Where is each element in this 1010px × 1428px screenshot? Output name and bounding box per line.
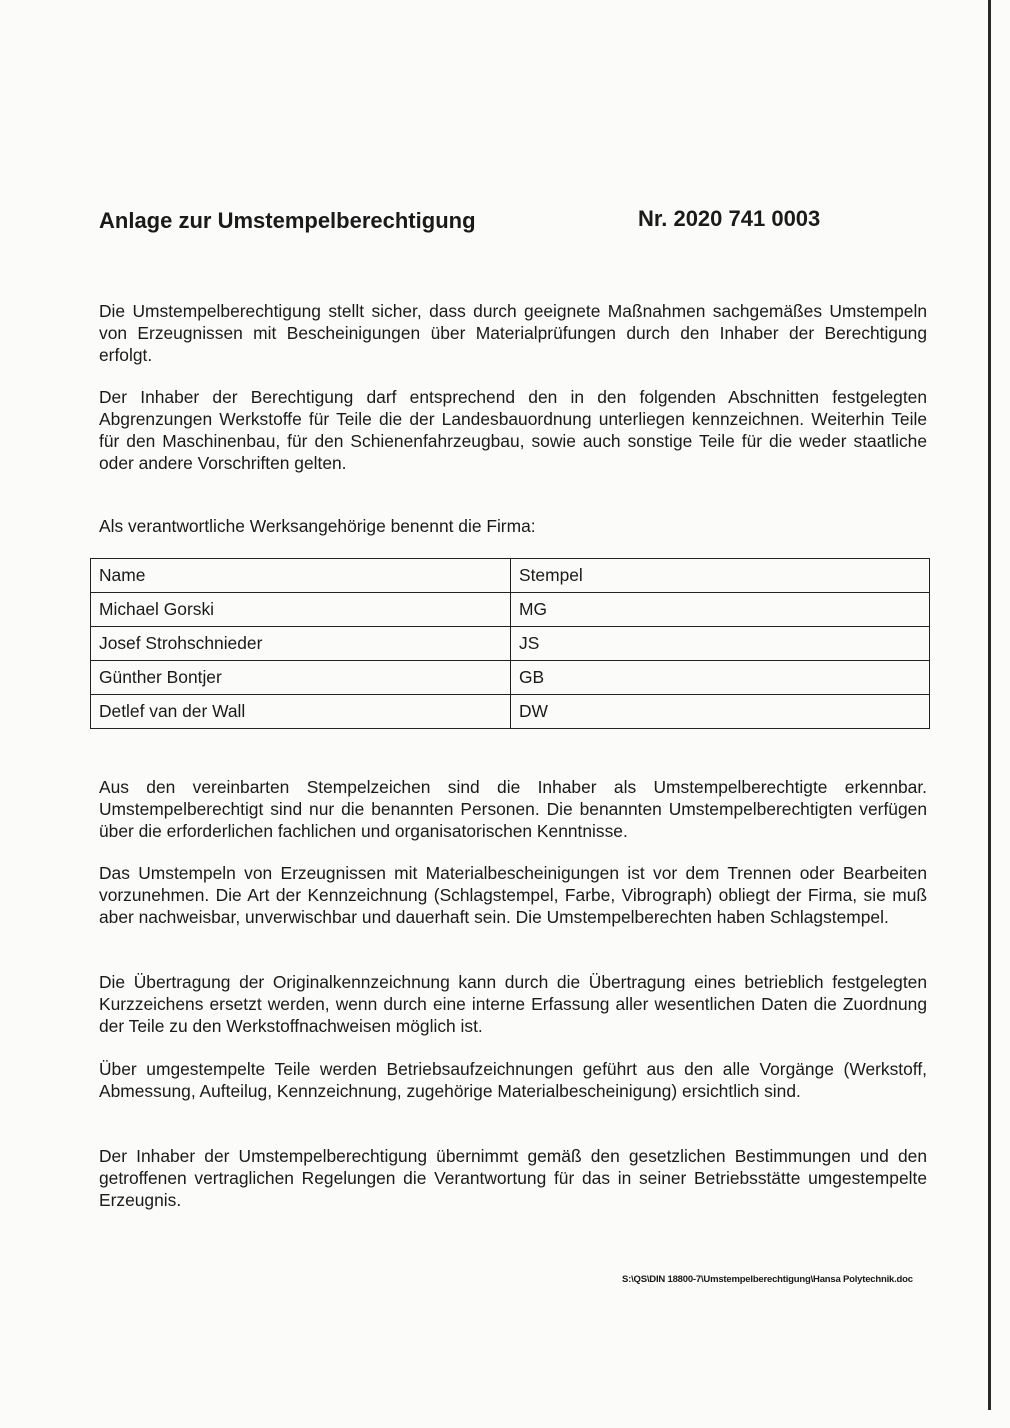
person-name: Michael Gorski	[91, 593, 511, 627]
person-name: Josef Strohschnieder	[91, 627, 511, 661]
person-stamp: MG	[511, 593, 930, 627]
paragraph-purpose: Die Umstempelberechtigung stellt sicher, dass durch geeignete Maßnahmen sachgemäßes Umstempeln von Erzeugnissen mit Bescheinigungen über Materialprüfungen durch den Inhaber der Berechtigung erfolgt.	[99, 301, 927, 365]
table-row	[91, 695, 930, 729]
document-title: Anlage zur Umstempelberechtigung	[99, 208, 476, 233]
footer-file-path: S:\QS\DIN 18800-7\Umstempelberechtigung\Hansa Polytechnik.doc	[622, 1274, 913, 1285]
table-intro: Als verantwortliche Werksangehörige benennt die Firma:	[99, 516, 536, 536]
paragraph-marking-method: Das Umstempeln von Erzeugnissen mit Materialbescheinigungen ist vor dem Trennen oder Bearbeiten vorzunehmen. Die Art der Kennzeichnung (Schlagstempel, Farbe, Vibrograph) obliegt der Firma, sie muß aber nachweisbar, unverwischbar und dauerhaft sein. Die Umstempelberechten haben Schlagstempel.	[99, 863, 927, 927]
paragraph-records: Über umgestempelte Teile werden Betriebsaufzeichnungen geführt aus den alle Vorgänge (Werkstoff, Abmessung, Aufteilug, Kennzeichnung, zugehörige Materialbescheinigung) ersichtlich sind.	[99, 1059, 927, 1101]
table-row	[91, 593, 930, 627]
paragraph-transfer: Die Übertragung der Originalkennzeichnung kann durch die Übertragung eines betrieblich festgelegten Kurzzeichens ersetzt werden, wenn durch eine interne Erfassung aller wesentlichen Daten die Zuordnung der Teile zu den Werkstoffnachweisen möglich ist.	[99, 972, 927, 1036]
paragraph-stamp-marks: Aus den vereinbarten Stempelzeichen sind die Inhaber als Umstempelberechtigte erkennbar. Umstempelberechtigt sind nur die benannten Personen. Die benannten Umstempelberechtigten verfügen über die erforderlichen fachlichen und organisatorischen Kenntnisse.	[99, 777, 927, 841]
table-row	[91, 627, 930, 661]
header-stamp: Stempel	[511, 559, 930, 593]
paragraph-responsibility: Der Inhaber der Umstempelberechtigung übernimmt gemäß den gesetzlichen Bestimmungen und den getroffenen vertraglichen Regelungen die Verantwortung für das in seiner Betriebsstätte umgestempelte Erzeugnis.	[99, 1146, 927, 1210]
person-stamp: JS	[511, 627, 930, 661]
person-name: Detlef van der Wall	[91, 695, 511, 729]
document-number: Nr. 2020 741 0003	[638, 206, 821, 231]
scan-edge-line	[988, 0, 991, 1410]
person-stamp: GB	[511, 661, 930, 695]
paragraph-scope: Der Inhaber der Berechtigung darf entsprechend den in den folgenden Abschnitten festgelegten Abgrenzungen Werkstoffe für Teile die der Landesbauordnung unterliegen kennzeichnen. Weiterhin Teile für den Maschinenbau, für den Schienenfahrzeugbau, sowie auch sonstige Teile für die weder staatliche oder andere Vorschriften gelten.	[99, 387, 927, 473]
table-header-row	[91, 559, 930, 593]
persons-table	[90, 558, 930, 729]
table-row	[91, 661, 930, 695]
header-name: Name	[91, 559, 511, 593]
person-name: Günther Bontjer	[91, 661, 511, 695]
person-stamp: DW	[511, 695, 930, 729]
